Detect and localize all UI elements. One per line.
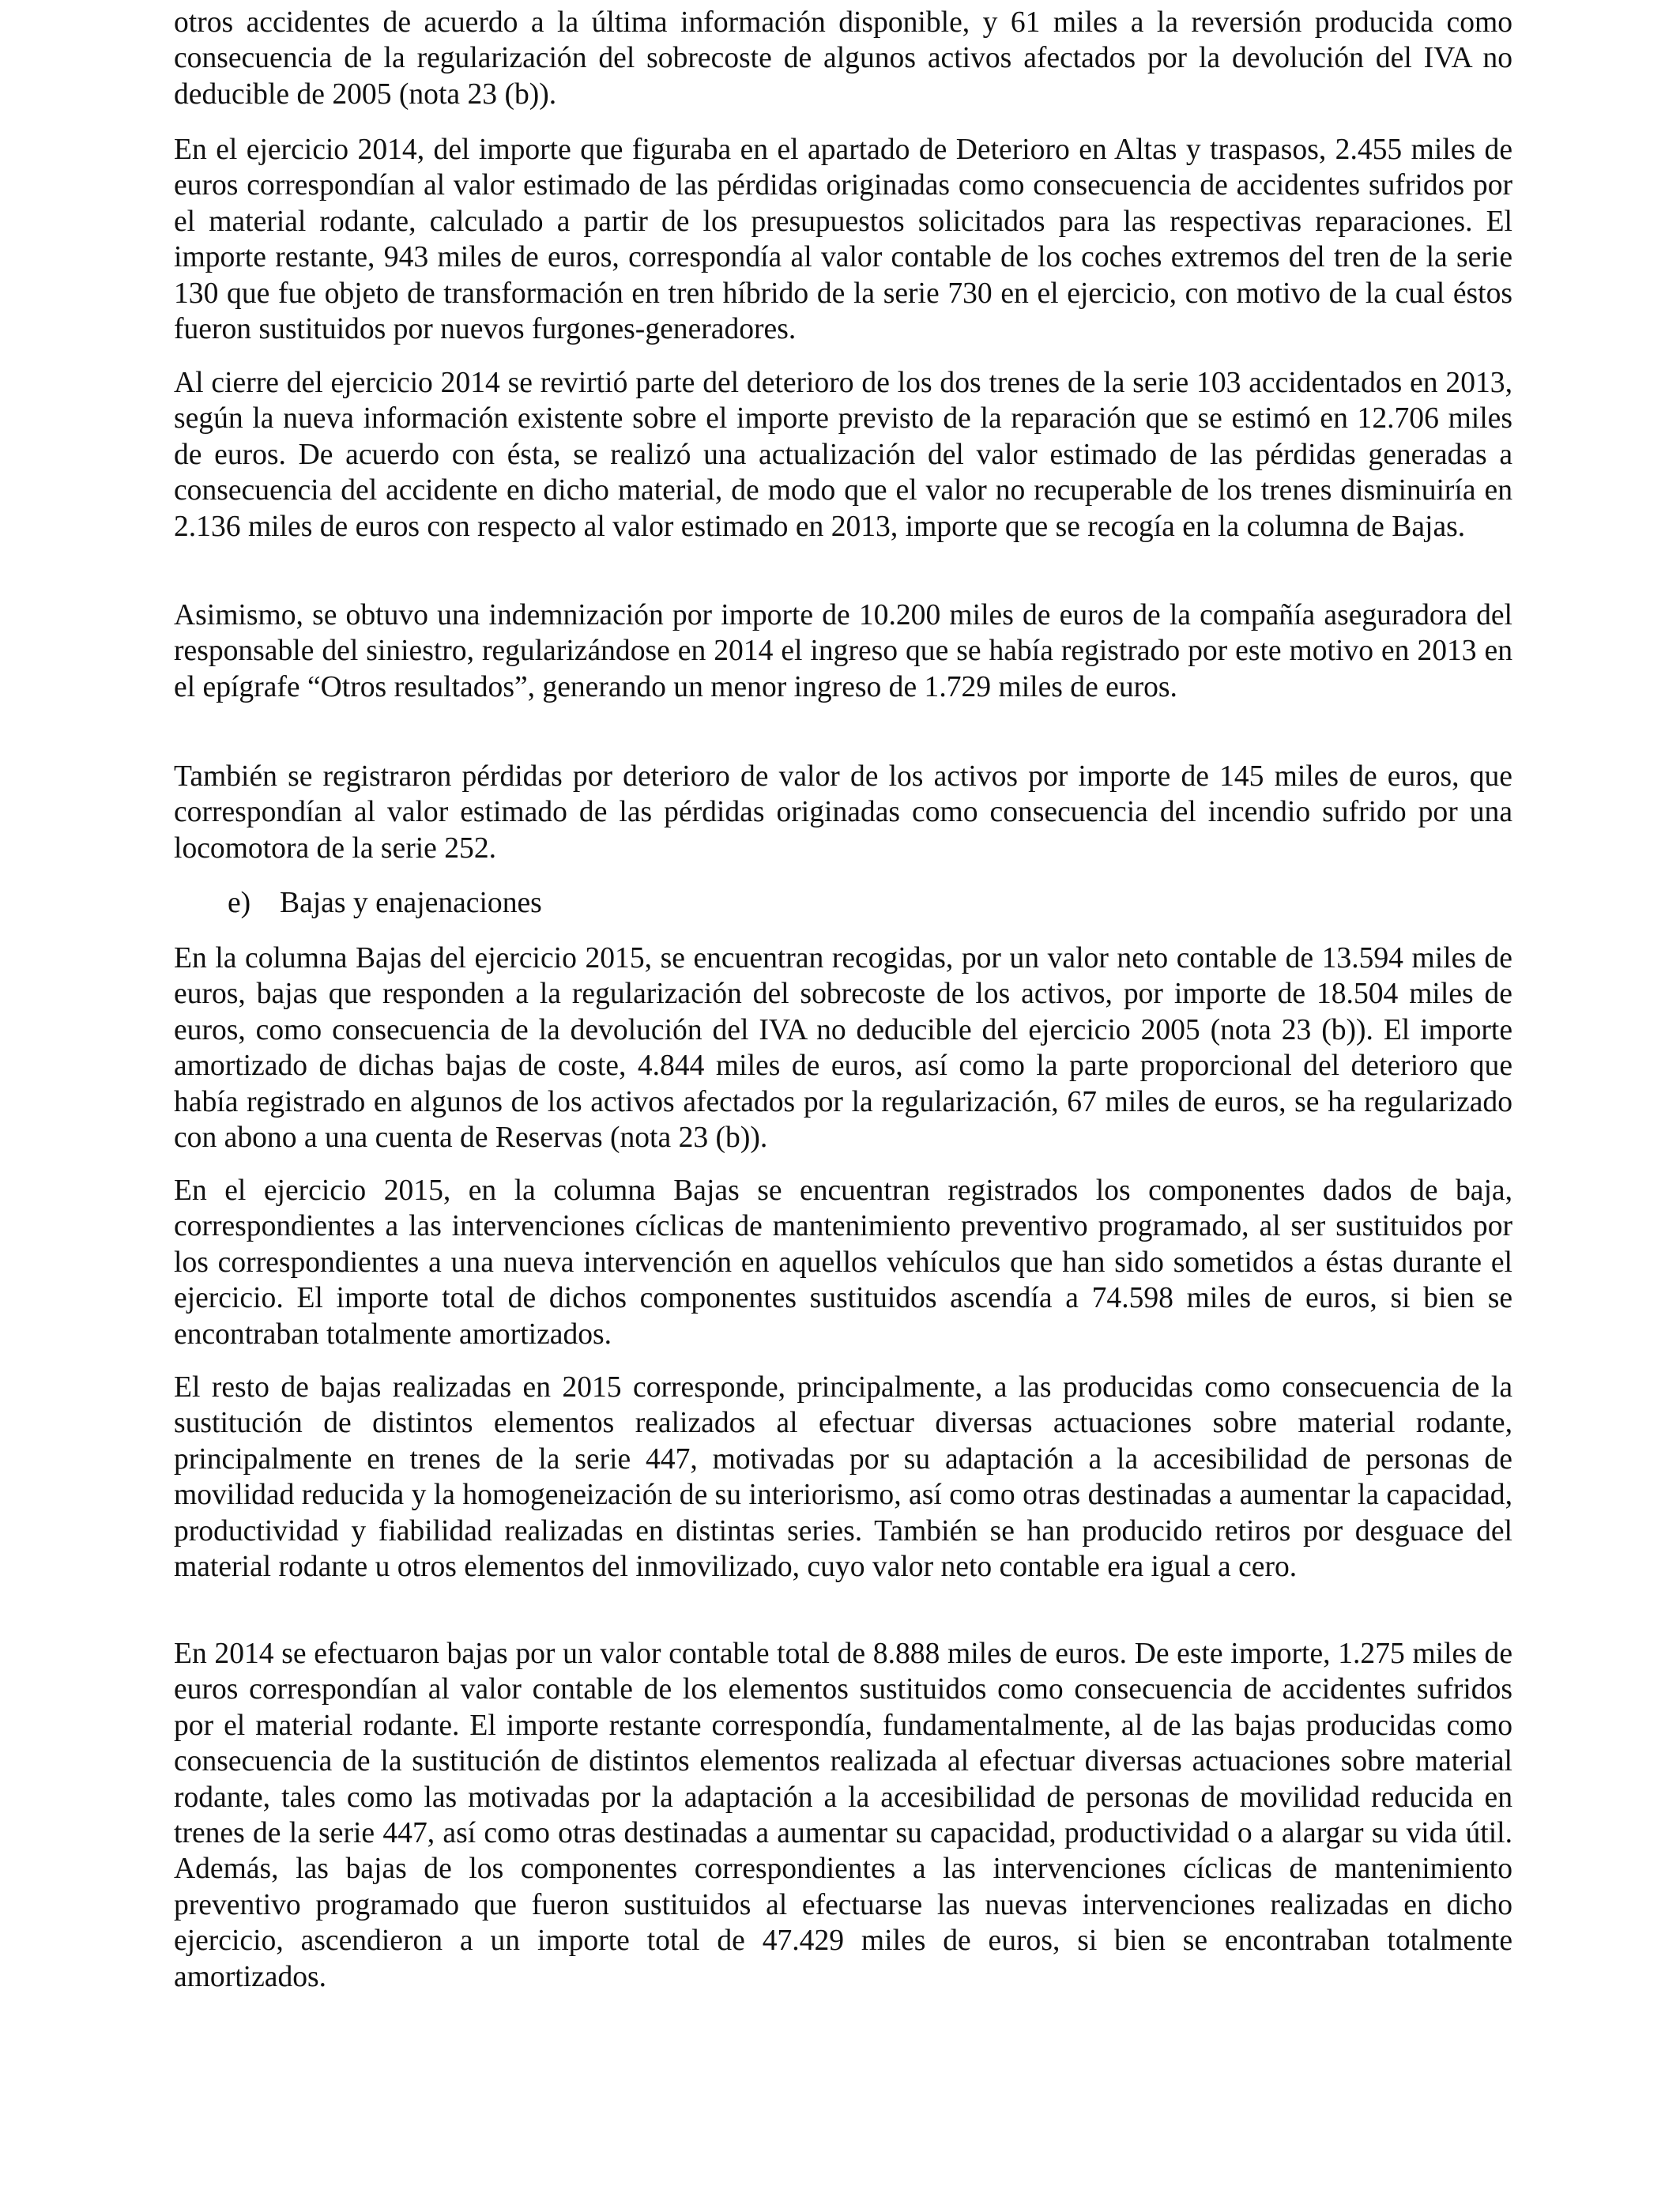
paragraph-bajas-2014: En 2014 se efectuaron bajas por un valor contable total de 8.888 miles de euros. De este importe, 1.275 miles de euros correspondían al valor contable de los elementos sustituidos como consecuencia de accidentes sufridos por el material rodante. El importe restante correspondía, fundamentalmente, al de las bajas producidas como consecuencia de la sustitución de distintos elementos realizada al efectuar diversas actuaciones sobre material rodante, tales como las motivadas por la adaptación a la accesibilidad de personas de movilidad reducida en trenes de la serie 447, así como otras destinadas a aumentar su capacidad, productividad o a alargar su vida útil. Además, las bajas de los componentes correspondientes a las intervenciones cíclicas de mantenimiento preventivo programado que fueron sustituidos al efectuarse las nuevas intervenciones realizadas en dicho ejercicio, ascendieron a un importe total de 47.429 miles de euros, si bien se encontraban totalmente amortizados. [174, 1638, 1512, 1993]
paragraph-indemnizacion: Asimismo, se obtuvo una indemnización por importe de 10.200 miles de euros de la compañía aseguradora del responsable del siniestro, regularizándose en 2014 el ingreso que se había registrado por este motivo en 2013 en el epígrafe “Otros resultados”, generando un menor ingreso de 1.729 miles de euros. [174, 599, 1512, 703]
document-page [174, 0, 1512, 2194]
paragraph-reversion-serie-103: Al cierre del ejercicio 2014 se revirtió parte del deterioro de los dos trenes de la serie 103 accidentados en 2013, según la nueva información existente sobre el importe previsto de la reparación que se estimó en 12.706 miles de euros. De acuerdo con ésta, se realizó una actualización del valor estimado de las pérdidas generadas a consecuencia del accidente en dicho material, de modo que el valor no recuperable de los trenes disminuiría en 2.136 miles de euros con respecto al valor estimado en 2013, importe que se recogía en la columna de Bajas. [174, 367, 1512, 543]
paragraph-deterioro-2014: En el ejercicio 2014, del importe que figuraba en el apartado de Deterioro en Altas y traspasos, 2.455 miles de euros correspondían al valor estimado de las pérdidas originadas como consecuencia de accidentes sufridos por el material rodante, calculado a partir de los presupuestos solicitados para las respectivas reparaciones. El importe restante, 943 miles de euros, correspondía al valor contable de los coches extremos del tren de la serie 130 que fue objeto de transformación en tren híbrido de la serie 730 en el ejercicio, con motivo de la cual éstos fueron sustituidos por nuevos furgones-generadores. [174, 134, 1512, 346]
section-heading [228, 885, 542, 921]
paragraph-bajas-2015-iva: En la columna Bajas del ejercicio 2015, se encuentran recogidas, por un valor neto contable de 13.594 miles de euros, bajas que responden a la regularización del sobrecoste de los activos, por importe de 18.504 miles de euros, como consecuencia de la devolución del IVA no deducible del ejercicio 2005 (nota 23 (b)). El importe amortizado de dichas bajas de coste, 4.844 miles de euros, así como la parte proporcional del deterioro que había registrado en algunos de los activos afectados por la regularización, 67 miles de euros, se ha regularizado con abono a una cuenta de Reservas (nota 23 (b)). [174, 942, 1512, 1155]
paragraph-incendio-locomotora: También se registraron pérdidas por deterioro de valor de los activos por importe de 145 miles de euros, que correspondían al valor estimado de las pérdidas originadas como consecuencia del incendio sufrido por una locomotora de la serie 252. [174, 760, 1512, 865]
section-letter: e) [228, 887, 251, 919]
paragraph-accidentes-reversion: otros accidentes de acuerdo a la última información disponible, y 61 miles a la reversión producida como consecuencia de la regularización del sobrecoste de algunos activos afectados por la devolución del IVA no deducible de 2005 (nota 23 (b)). [174, 6, 1512, 111]
paragraph-bajas-2015-componentes: En el ejercicio 2015, en la columna Bajas se encuentran registrados los componentes dados de baja, correspondientes a las intervenciones cíclicas de mantenimiento preventivo programado, al ser sustituidos por los correspondientes a una nueva intervención en aquellos vehículos que han sido sometidos a éstas durante el ejercicio. El importe total de dichos componentes sustituidos ascendía a 74.598 miles de euros, si bien se encontraban totalmente amortizados. [174, 1174, 1512, 1351]
paragraph-bajas-2015-resto: El resto de bajas realizadas en 2015 corresponde, principalmente, a las producidas como consecuencia de la sustitución de distintos elementos realizados al efectuar diversas actuaciones sobre material rodante, principalmente en trenes de la serie 447, motivadas por su adaptación a la accesibilidad de personas de movilidad reducida y la homogeneización de su interiorismo, así como otras destinadas a aumentar la capacidad, productividad y fiabilidad realizadas en distintas series. También se han producido retiros por desguace del material rodante u otros elementos del inmovilizado, cuyo valor neto contable era igual a cero. [174, 1371, 1512, 1584]
section-title: Bajas y enajenaciones [280, 887, 542, 919]
